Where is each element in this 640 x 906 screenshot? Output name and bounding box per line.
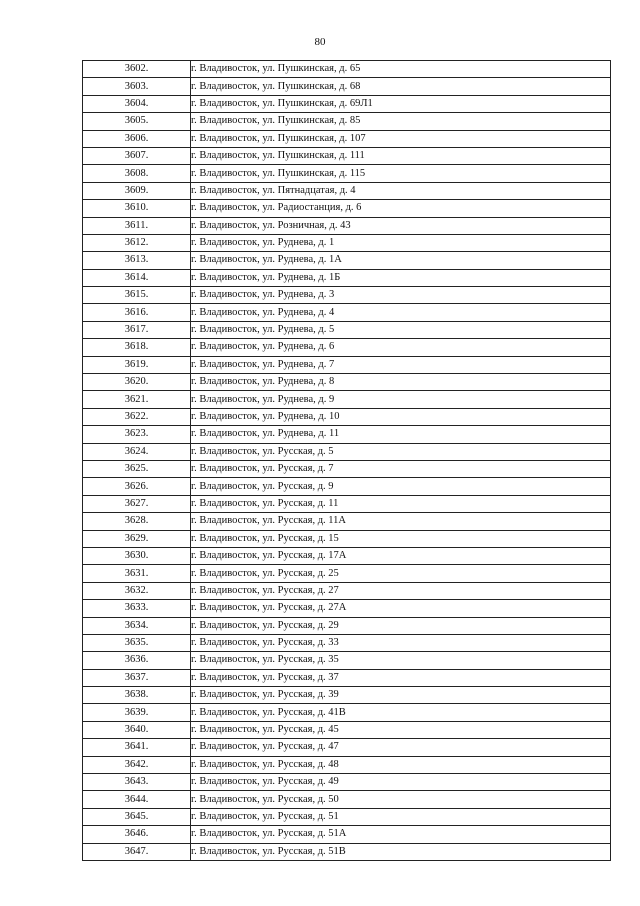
table-row bbox=[83, 95, 611, 112]
row-address: г. Владивосток, ул. Русская, д. 9 bbox=[191, 478, 611, 495]
row-number: 3610. bbox=[83, 200, 191, 217]
row-number: 3605. bbox=[83, 113, 191, 130]
table-row bbox=[83, 408, 611, 425]
row-address: г. Владивосток, ул. Руднева, д. 7 bbox=[191, 356, 611, 373]
row-number: 3644. bbox=[83, 791, 191, 808]
row-number: 3615. bbox=[83, 287, 191, 304]
table-row bbox=[83, 808, 611, 825]
row-address: г. Владивосток, ул. Русская, д. 27А bbox=[191, 600, 611, 617]
row-address: г. Владивосток, ул. Русская, д. 15 bbox=[191, 530, 611, 547]
table-row bbox=[83, 652, 611, 669]
row-number: 3620. bbox=[83, 374, 191, 391]
table-row bbox=[83, 287, 611, 304]
row-number: 3632. bbox=[83, 582, 191, 599]
row-number: 3609. bbox=[83, 182, 191, 199]
row-address: г. Владивосток, ул. Розничная, д. 43 bbox=[191, 217, 611, 234]
row-address: г. Владивосток, ул. Пушкинская, д. 85 bbox=[191, 113, 611, 130]
row-number: 3621. bbox=[83, 391, 191, 408]
row-address: г. Владивосток, ул. Пятнадцатая, д. 4 bbox=[191, 182, 611, 199]
row-number: 3614. bbox=[83, 269, 191, 286]
table-row bbox=[83, 426, 611, 443]
row-address: г. Владивосток, ул. Руднева, д. 8 bbox=[191, 374, 611, 391]
row-number: 3604. bbox=[83, 95, 191, 112]
table-row bbox=[83, 252, 611, 269]
table-row bbox=[83, 791, 611, 808]
row-address: г. Владивосток, ул. Руднева, д. 4 bbox=[191, 304, 611, 321]
address-registry-table bbox=[82, 60, 611, 861]
row-address: г. Владивосток, ул. Русская, д. 25 bbox=[191, 565, 611, 582]
row-address: г. Владивосток, ул. Русская, д. 5 bbox=[191, 443, 611, 460]
table-row bbox=[83, 774, 611, 791]
table-row bbox=[83, 669, 611, 686]
row-number: 3633. bbox=[83, 600, 191, 617]
row-address: г. Владивосток, ул. Русская, д. 51 bbox=[191, 808, 611, 825]
row-number: 3623. bbox=[83, 426, 191, 443]
row-number: 3631. bbox=[83, 565, 191, 582]
registry-body bbox=[83, 61, 611, 861]
row-number: 3607. bbox=[83, 147, 191, 164]
table-row bbox=[83, 321, 611, 338]
row-number: 3628. bbox=[83, 513, 191, 530]
row-address: г. Владивосток, ул. Руднева, д. 1А bbox=[191, 252, 611, 269]
row-number: 3611. bbox=[83, 217, 191, 234]
table-row bbox=[83, 513, 611, 530]
row-number: 3608. bbox=[83, 165, 191, 182]
table-row bbox=[83, 339, 611, 356]
table-row bbox=[83, 565, 611, 582]
row-address: г. Владивосток, ул. Русская, д. 35 bbox=[191, 652, 611, 669]
row-address: г. Владивосток, ул. Русская, д. 47 bbox=[191, 739, 611, 756]
row-number: 3616. bbox=[83, 304, 191, 321]
row-address: г. Владивосток, ул. Русская, д. 50 bbox=[191, 791, 611, 808]
table-row bbox=[83, 165, 611, 182]
row-address: г. Владивосток, ул. Русская, д. 11 bbox=[191, 495, 611, 512]
row-address: г. Владивосток, ул. Руднева, д. 1Б bbox=[191, 269, 611, 286]
row-address: г. Владивосток, ул. Русская, д. 37 bbox=[191, 669, 611, 686]
table-row bbox=[83, 617, 611, 634]
row-address: г. Владивосток, ул. Русская, д. 27 bbox=[191, 582, 611, 599]
table-row bbox=[83, 147, 611, 164]
row-number: 3642. bbox=[83, 756, 191, 773]
row-address: г. Владивосток, ул. Руднева, д. 5 bbox=[191, 321, 611, 338]
table-row bbox=[83, 739, 611, 756]
table-row bbox=[83, 582, 611, 599]
row-number: 3643. bbox=[83, 774, 191, 791]
table-row bbox=[83, 78, 611, 95]
row-address: г. Владивосток, ул. Русская, д. 51А bbox=[191, 826, 611, 843]
row-address: г. Владивосток, ул. Руднева, д. 3 bbox=[191, 287, 611, 304]
table-row bbox=[83, 217, 611, 234]
table-row bbox=[83, 495, 611, 512]
page-number: 80 bbox=[314, 36, 326, 48]
row-address: г. Владивосток, ул. Русская, д. 11А bbox=[191, 513, 611, 530]
row-address: г. Владивосток, ул. Руднева, д. 1 bbox=[191, 234, 611, 251]
row-address: г. Владивосток, ул. Пушкинская, д. 69Л1 bbox=[191, 95, 611, 112]
row-address: г. Владивосток, ул. Русская, д. 39 bbox=[191, 687, 611, 704]
row-number: 3640. bbox=[83, 721, 191, 738]
row-number: 3618. bbox=[83, 339, 191, 356]
row-number: 3639. bbox=[83, 704, 191, 721]
row-number: 3612. bbox=[83, 234, 191, 251]
table-row bbox=[83, 356, 611, 373]
row-number: 3646. bbox=[83, 826, 191, 843]
row-number: 3625. bbox=[83, 460, 191, 477]
table-row bbox=[83, 269, 611, 286]
row-address: г. Владивосток, ул. Русская, д. 45 bbox=[191, 721, 611, 738]
row-address: г. Владивосток, ул. Радиостанция, д. 6 bbox=[191, 200, 611, 217]
row-address: г. Владивосток, ул. Русская, д. 41В bbox=[191, 704, 611, 721]
table-row bbox=[83, 234, 611, 251]
row-number: 3617. bbox=[83, 321, 191, 338]
row-address: г. Владивосток, ул. Пушкинская, д. 115 bbox=[191, 165, 611, 182]
row-address: г. Владивосток, ул. Русская, д. 7 bbox=[191, 460, 611, 477]
row-address: г. Владивосток, ул. Пушкинская, д. 65 bbox=[191, 61, 611, 78]
table-row bbox=[83, 391, 611, 408]
row-number: 3627. bbox=[83, 495, 191, 512]
row-address: г. Владивосток, ул. Русская, д. 29 bbox=[191, 617, 611, 634]
table-row bbox=[83, 200, 611, 217]
table-row bbox=[83, 182, 611, 199]
row-number: 3619. bbox=[83, 356, 191, 373]
table-row bbox=[83, 478, 611, 495]
row-number: 3613. bbox=[83, 252, 191, 269]
row-number: 3603. bbox=[83, 78, 191, 95]
table-row bbox=[83, 687, 611, 704]
row-address: г. Владивосток, ул. Русская, д. 51В bbox=[191, 843, 611, 860]
table-row bbox=[83, 530, 611, 547]
row-number: 3641. bbox=[83, 739, 191, 756]
row-address: г. Владивосток, ул. Русская, д. 48 bbox=[191, 756, 611, 773]
row-address: г. Владивосток, ул. Русская, д. 49 bbox=[191, 774, 611, 791]
row-number: 3634. bbox=[83, 617, 191, 634]
row-address: г. Владивосток, ул. Руднева, д. 11 bbox=[191, 426, 611, 443]
table-row bbox=[83, 460, 611, 477]
table-row bbox=[83, 547, 611, 564]
row-address: г. Владивосток, ул. Руднева, д. 10 bbox=[191, 408, 611, 425]
row-number: 3622. bbox=[83, 408, 191, 425]
table-row bbox=[83, 113, 611, 130]
row-number: 3636. bbox=[83, 652, 191, 669]
table-row bbox=[83, 304, 611, 321]
row-number: 3626. bbox=[83, 478, 191, 495]
table-row bbox=[83, 130, 611, 147]
table-row bbox=[83, 634, 611, 651]
row-number: 3637. bbox=[83, 669, 191, 686]
row-address: г. Владивосток, ул. Русская, д. 33 bbox=[191, 634, 611, 651]
row-address: г. Владивосток, ул. Пушкинская, д. 107 bbox=[191, 130, 611, 147]
row-number: 3624. bbox=[83, 443, 191, 460]
table-row bbox=[83, 756, 611, 773]
row-address: г. Владивосток, ул. Пушкинская, д. 68 bbox=[191, 78, 611, 95]
table-row bbox=[83, 61, 611, 78]
row-number: 3647. bbox=[83, 843, 191, 860]
row-number: 3629. bbox=[83, 530, 191, 547]
table-row bbox=[83, 721, 611, 738]
row-number: 3606. bbox=[83, 130, 191, 147]
row-address: г. Владивосток, ул. Пушкинская, д. 111 bbox=[191, 147, 611, 164]
table-row bbox=[83, 704, 611, 721]
row-number: 3630. bbox=[83, 547, 191, 564]
table-row bbox=[83, 443, 611, 460]
row-number: 3602. bbox=[83, 61, 191, 78]
table-row bbox=[83, 826, 611, 843]
row-number: 3638. bbox=[83, 687, 191, 704]
row-address: г. Владивосток, ул. Русская, д. 17А bbox=[191, 547, 611, 564]
row-number: 3635. bbox=[83, 634, 191, 651]
table-row bbox=[83, 374, 611, 391]
table-row bbox=[83, 600, 611, 617]
row-address: г. Владивосток, ул. Руднева, д. 6 bbox=[191, 339, 611, 356]
row-number: 3645. bbox=[83, 808, 191, 825]
row-address: г. Владивосток, ул. Руднева, д. 9 bbox=[191, 391, 611, 408]
table-row bbox=[83, 843, 611, 860]
